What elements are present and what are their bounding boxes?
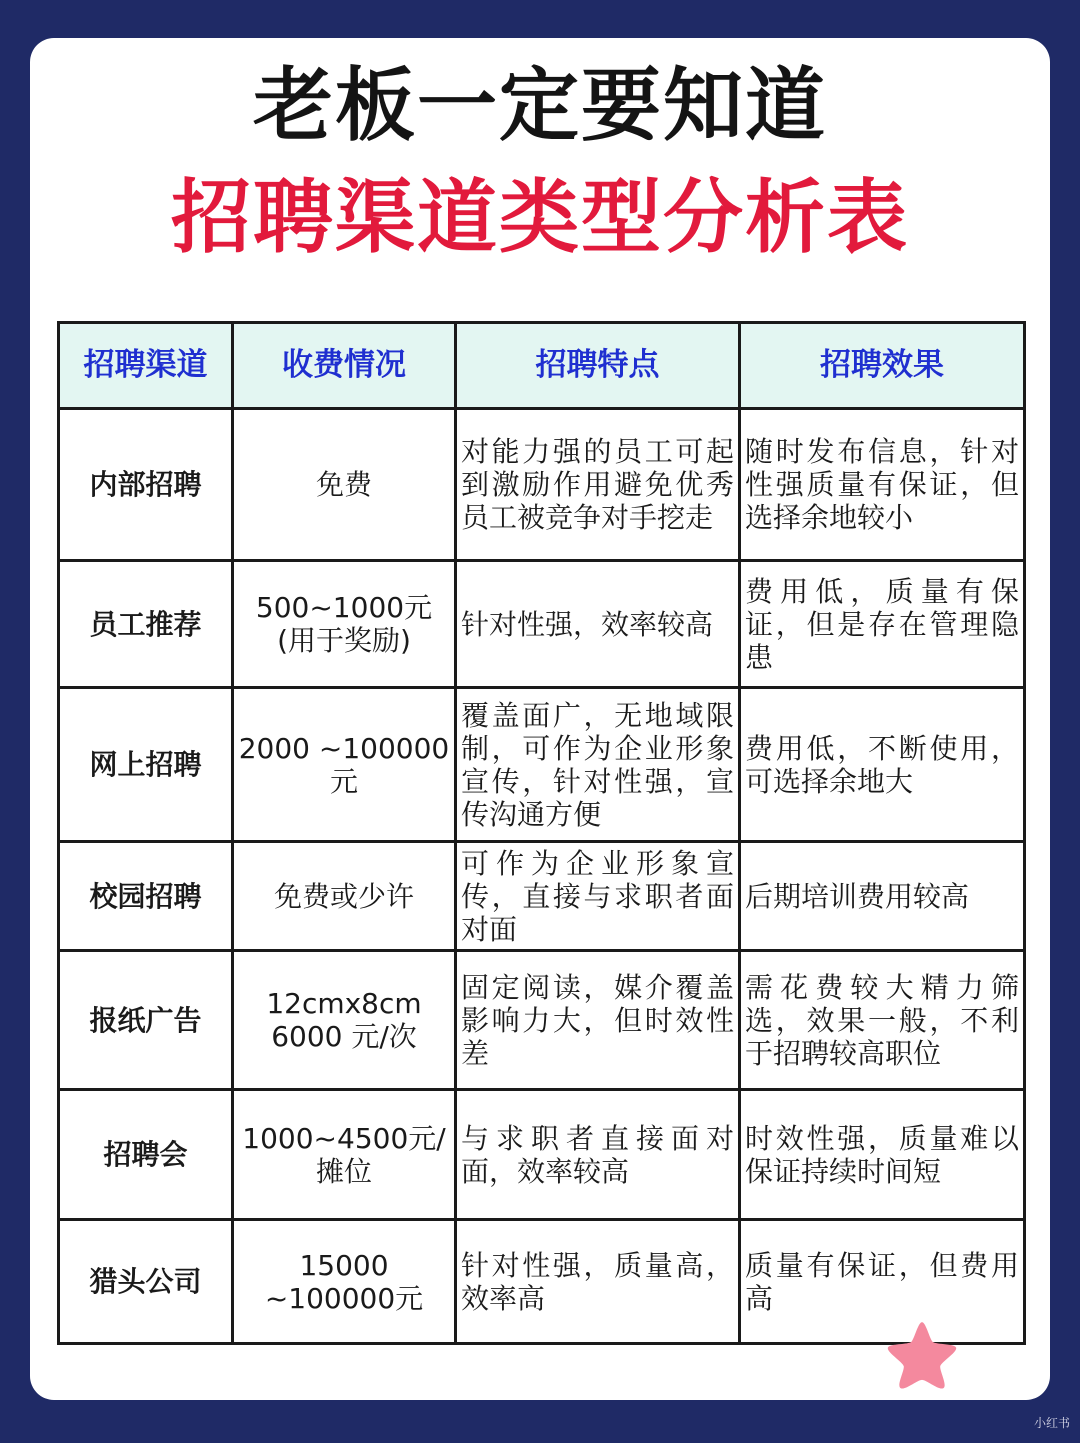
- table-row: [59, 951, 1025, 1090]
- table-row: [59, 409, 1025, 561]
- fee-cell: 1000~4500元/摊位: [233, 1090, 456, 1220]
- page-title: 老板一定要知道: [253, 59, 827, 152]
- effect-cell: 时效性强，质量难以保证持续时间短: [740, 1090, 1025, 1220]
- watermark: 小红书: [1034, 1416, 1071, 1430]
- fee-cell: 免费或少许: [233, 842, 456, 951]
- header-features: 招聘特点: [456, 323, 740, 409]
- fee-cell: 免费: [233, 409, 456, 561]
- star-sticker-icon: [884, 1316, 960, 1392]
- features-cell: 覆盖面广，无地域限制，可作为企业形象宣传，针对性强，宣传沟通方便: [456, 688, 740, 842]
- table-row: [59, 1090, 1025, 1220]
- effect-cell: 随时发布信息，针对性强质量有保证，但选择余地较小: [740, 409, 1025, 561]
- channel-cell: 报纸广告: [59, 951, 233, 1090]
- table-row: [59, 1220, 1025, 1344]
- features-cell: 针对性强，效率较高: [456, 561, 740, 688]
- features-cell: 对能力强的员工可起到激励作用避免优秀员工被竞争对手挖走: [456, 409, 740, 561]
- channel-cell: 校园招聘: [59, 842, 233, 951]
- table-row: [59, 561, 1025, 688]
- channel-cell: 猎头公司: [59, 1220, 233, 1344]
- features-cell: 固定阅读，媒介覆盖影响力大，但时效性差: [456, 951, 740, 1090]
- fee-cell: 15000 ~100000元: [233, 1220, 456, 1344]
- effect-cell: 费用低，质量有保证，但是存在管理隐患: [740, 561, 1025, 688]
- effect-cell: 费用低，不断使用，可选择余地大: [740, 688, 1025, 842]
- header-fee: 收费情况: [233, 323, 456, 409]
- fee-cell: 2000 ~100000元: [233, 688, 456, 842]
- channel-cell: 员工推荐: [59, 561, 233, 688]
- fee-cell: 500~1000元(用于奖励): [233, 561, 456, 688]
- features-cell: 针对性强，质量高，效率高: [456, 1220, 740, 1344]
- effect-cell: 需花费较大精力筛选，效果一般，不利于招聘较高职位: [740, 951, 1025, 1090]
- channel-analysis-table: [57, 321, 1026, 1345]
- table-row: [59, 842, 1025, 951]
- features-cell: 可作为企业形象宣传，直接与求职者面对面: [456, 842, 740, 951]
- header-effect: 招聘效果: [740, 323, 1025, 409]
- channel-cell: 内部招聘: [59, 409, 233, 561]
- fee-cell: 12cmx8cm 6000 元/次: [233, 951, 456, 1090]
- channel-cell: 招聘会: [59, 1090, 233, 1220]
- table-header-row: [59, 323, 1025, 409]
- channel-cell: 网上招聘: [59, 688, 233, 842]
- page-subtitle: 招聘渠道类型分析表: [171, 171, 909, 264]
- effect-cell: 后期培训费用较高: [740, 842, 1025, 951]
- effect-cell: 质量有保证，但费用高: [740, 1220, 1025, 1344]
- table-row: [59, 688, 1025, 842]
- header-channel: 招聘渠道: [59, 323, 233, 409]
- features-cell: 与求职者直接面对面，效率较高: [456, 1090, 740, 1220]
